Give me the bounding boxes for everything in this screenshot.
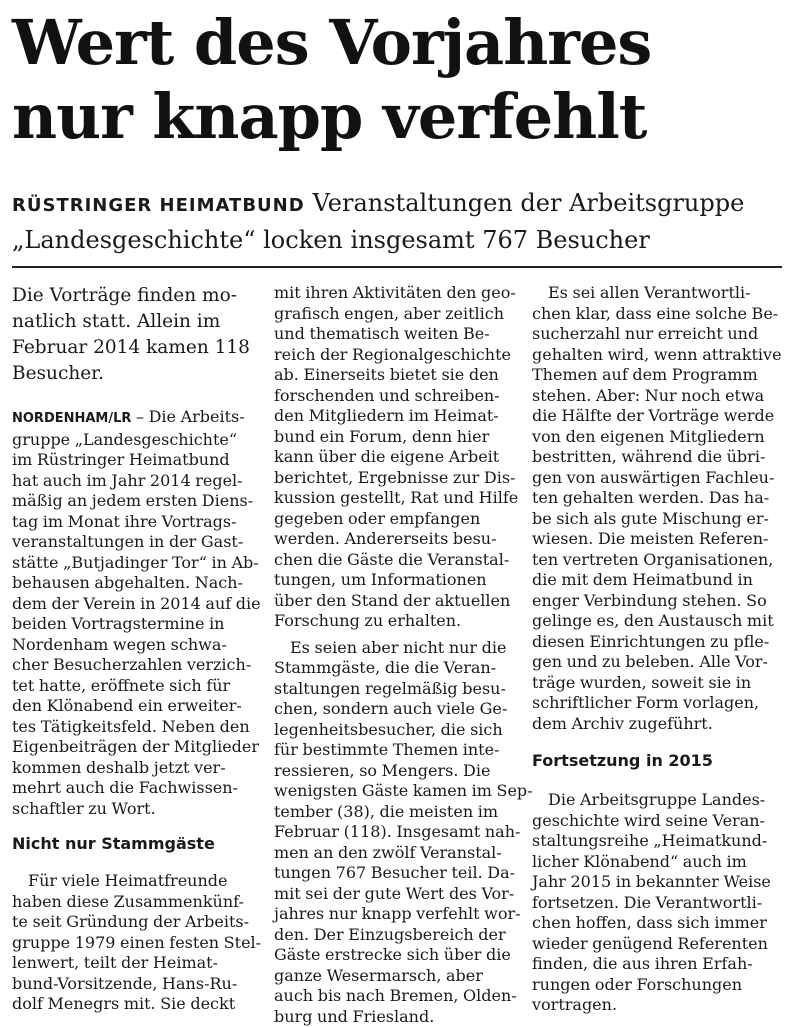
text-line: mit sei der gute Wert des Vor- bbox=[274, 884, 504, 905]
text-line: reich der Regionalgeschichte bbox=[274, 345, 504, 366]
text-line: diesen Einrichtungen zu pfle- bbox=[532, 632, 777, 653]
text-line: tet hatte, eröffnete sich für bbox=[12, 676, 250, 697]
text-line: wiesen. Die meisten Referen- bbox=[532, 529, 777, 550]
text-line: gruppe 1979 einen festen Stel- bbox=[12, 933, 250, 954]
teaser bbox=[12, 283, 250, 387]
text-line: für bestimmte Themen inte- bbox=[274, 740, 504, 761]
text-line: Gäste erstrecke sich über die bbox=[274, 945, 504, 966]
text-line: legenheitsbesucher, die sich bbox=[274, 720, 504, 741]
text-line: Februar (118). Insgesamt nah- bbox=[274, 822, 504, 843]
teaser-line: Die Vorträge finden mo- bbox=[12, 283, 250, 309]
text-line: ten gehalten werden. Das ha- bbox=[532, 488, 777, 509]
kicker: RÜSTRINGER HEIMATBUND bbox=[12, 195, 305, 216]
text-line: den. Der Einzugsbereich der bbox=[274, 925, 504, 946]
text-line: dem der Verein in 2014 auf die bbox=[12, 594, 250, 615]
paragraph-besucher bbox=[274, 638, 504, 1027]
text-line: gelinge es, den Austausch mit bbox=[532, 611, 777, 632]
text-line: ressieren, so Mengers. Die bbox=[274, 761, 504, 782]
text-line: ab. Einerseits bietet sie den bbox=[274, 365, 504, 386]
text-line: dem Archiv zugeführt. bbox=[532, 714, 777, 735]
subhead-fortsetzung-2015: Fortsetzung in 2015 bbox=[532, 750, 777, 772]
text-line: kommen deshalb jetzt ver- bbox=[12, 758, 250, 779]
subheadline-line-1 bbox=[12, 186, 782, 223]
text-line: staltungen regelmäßig besu- bbox=[274, 679, 504, 700]
text-line: forschenden und schreiben- bbox=[274, 386, 504, 407]
text-line: chen, sondern auch viele Ge- bbox=[274, 699, 504, 720]
text-line: Für viele Heimatfreunde bbox=[12, 871, 250, 892]
text-line: im Rüstringer Heimatbund bbox=[12, 450, 250, 471]
text-line: Nordenham wegen schwa- bbox=[12, 635, 250, 656]
headline-line-2: nur knapp verfehlt bbox=[12, 80, 782, 154]
text-line: chen die Gäste die Veranstal- bbox=[274, 550, 504, 571]
text-line: Es sei allen Verantwortli- bbox=[532, 283, 777, 304]
text-line: berichtet, Ergebnisse zur Dis- bbox=[274, 468, 504, 489]
subheadline-text-1: Veranstaltungen der Arbeitsgruppe bbox=[313, 189, 745, 217]
text-line: fortsetzen. Die Verantwortli- bbox=[532, 893, 777, 914]
teaser-line: Februar 2014 kamen 118 bbox=[12, 335, 250, 361]
text-line: hat auch im Jahr 2014 regel- bbox=[12, 471, 250, 492]
header-divider bbox=[12, 266, 782, 268]
column-3 bbox=[532, 283, 777, 1016]
text-line: vortragen. bbox=[532, 995, 777, 1016]
text-line: mit ihren Aktivitäten den geo- bbox=[274, 283, 504, 304]
text-line: Es seien aber nicht nur die bbox=[274, 638, 504, 659]
text-line: und thematisch weiten Be- bbox=[274, 324, 504, 345]
text-line: staltungsreihe „Heimatkund- bbox=[532, 831, 777, 852]
dateline: NORDENHAM/LR bbox=[12, 411, 131, 426]
text-line: tungen 767 Besucher teil. Da- bbox=[274, 863, 504, 884]
text-line: gegeben oder empfangen bbox=[274, 509, 504, 530]
text-line: Jahr 2015 in bekannter Weise bbox=[532, 872, 777, 893]
text-line: tag im Monat ihre Vortrags- bbox=[12, 512, 250, 533]
column-2 bbox=[274, 283, 504, 1027]
paragraph-verantwortliche bbox=[532, 283, 777, 734]
text-line: mäßig an jedem ersten Diens- bbox=[12, 491, 250, 512]
text-line: gruppe „Landesgeschichte“ bbox=[12, 430, 250, 451]
text-line: chen klar, dass eine solche Be- bbox=[532, 304, 777, 325]
text-line: die mit dem Heimatbund in bbox=[532, 570, 777, 591]
text-line: kussion gestellt, Rat und Hilfe bbox=[274, 488, 504, 509]
text-line: bund ein Forum, denn hier bbox=[274, 427, 504, 448]
text-line: Themen auf dem Programm bbox=[532, 365, 777, 386]
text-line: jahres nur knapp verfehlt wor- bbox=[274, 904, 504, 925]
text-line: burg und Friesland. bbox=[274, 1007, 504, 1027]
text-line: die Hälfte der Vorträge werde bbox=[532, 406, 777, 427]
text-line: gehalten wird, wenn attraktive bbox=[532, 345, 777, 366]
text-line: cher Besucherzahlen verzich- bbox=[12, 655, 250, 676]
subhead-nicht-nur-stammgaeste: Nicht nur Stammgäste bbox=[12, 833, 250, 855]
paragraph-aktivitaeten bbox=[274, 283, 504, 632]
text-line: kann über die eigene Arbeit bbox=[274, 447, 504, 468]
headline-line-1: Wert des Vorjahres bbox=[12, 6, 782, 80]
text-line: grafisch engen, aber zeitlich bbox=[274, 304, 504, 325]
text-line: schaftler zu Wort. bbox=[12, 799, 250, 820]
subheadline bbox=[12, 186, 782, 257]
text-line: rungen oder Forschungen bbox=[532, 975, 777, 996]
text-line: behausen abgehalten. Nach- bbox=[12, 573, 250, 594]
text-line: licher Klönabend“ auch im bbox=[532, 852, 777, 873]
text-line: finden, die aus ihren Erfah- bbox=[532, 954, 777, 975]
text-line: gen von auswärtigen Fachleu- bbox=[532, 468, 777, 489]
text-line: beiden Vortragstermine in bbox=[12, 614, 250, 635]
text-line: ganze Wesermarsch, aber bbox=[274, 966, 504, 987]
text-line: auch bis nach Bremen, Olden- bbox=[274, 986, 504, 1007]
text-line: stehen. Aber: Nur noch etwa bbox=[532, 386, 777, 407]
text-line: bestritten, während die übri- bbox=[532, 447, 777, 468]
column-1 bbox=[12, 283, 250, 1015]
text-line: geschichte wird seine Veran- bbox=[532, 811, 777, 832]
text-line: be sich als gute Mischung er- bbox=[532, 509, 777, 530]
text-line: tember (38), die meisten im bbox=[274, 802, 504, 823]
text-line: wieder genügend Referenten bbox=[532, 934, 777, 955]
subheadline-line-2: „Landesgeschichte“ locken insgesamt 767 Besucher bbox=[12, 223, 782, 257]
text-line: bund-Vorsitzende, Hans-Ru- bbox=[12, 974, 250, 995]
text-line: tungen, um Informationen bbox=[274, 570, 504, 591]
text-line: den Mitgliedern im Heimat- bbox=[274, 406, 504, 427]
paragraph-fortsetzung bbox=[532, 790, 777, 1016]
paragraph-stammgaeste bbox=[12, 871, 250, 1015]
text-line: über den Stand der aktuellen bbox=[274, 591, 504, 612]
text-line: gen und zu beleben. Alle Vor- bbox=[532, 652, 777, 673]
text-line: dolf Menegrs mit. Sie deckt bbox=[12, 994, 250, 1015]
text-line: men an den zwölf Veranstal- bbox=[274, 843, 504, 864]
text-line: schriftlicher Form vorlagen, bbox=[532, 693, 777, 714]
text-line: Die Arbeitsgruppe Landes- bbox=[532, 790, 777, 811]
text-line: chen hoffen, dass sich immer bbox=[532, 913, 777, 934]
text-line: enger Verbindung stehen. So bbox=[532, 591, 777, 612]
text-line: stätte „Butjadinger Tor“ in Ab- bbox=[12, 553, 250, 574]
text-line: Forschung zu erhalten. bbox=[274, 611, 504, 632]
text-line: Stammgäste, die die Veran- bbox=[274, 658, 504, 679]
text-line bbox=[12, 407, 250, 430]
text-line: Eigenbeiträgen der Mitglieder bbox=[12, 737, 250, 758]
text-line-rest: – Die Arbeits- bbox=[131, 407, 244, 426]
text-line: sucherzahl nur erreicht und bbox=[532, 324, 777, 345]
headline bbox=[12, 6, 782, 154]
text-line: mehrt auch die Fachwissen- bbox=[12, 778, 250, 799]
text-line: veranstaltungen in der Gast- bbox=[12, 532, 250, 553]
paragraph-intro bbox=[12, 407, 250, 819]
text-line: wenigsten Gäste kamen im Sep- bbox=[274, 781, 504, 802]
text-line: ten vertreten Organisationen, bbox=[532, 550, 777, 571]
text-line: den Klönabend ein erweiter- bbox=[12, 696, 250, 717]
text-line: lenwert, teilt der Heimat- bbox=[12, 953, 250, 974]
text-line: träge wurden, soweit sie in bbox=[532, 673, 777, 694]
text-line: werden. Andererseits besu- bbox=[274, 529, 504, 550]
teaser-line: natlich statt. Allein im bbox=[12, 309, 250, 335]
text-line: haben diese Zusammenkünf- bbox=[12, 892, 250, 913]
text-line: te seit Gründung der Arbeits- bbox=[12, 912, 250, 933]
text-line: tes Tätigkeitsfeld. Neben den bbox=[12, 717, 250, 738]
teaser-line: Besucher. bbox=[12, 361, 250, 387]
text-line: von den eigenen Mitgliedern bbox=[532, 427, 777, 448]
